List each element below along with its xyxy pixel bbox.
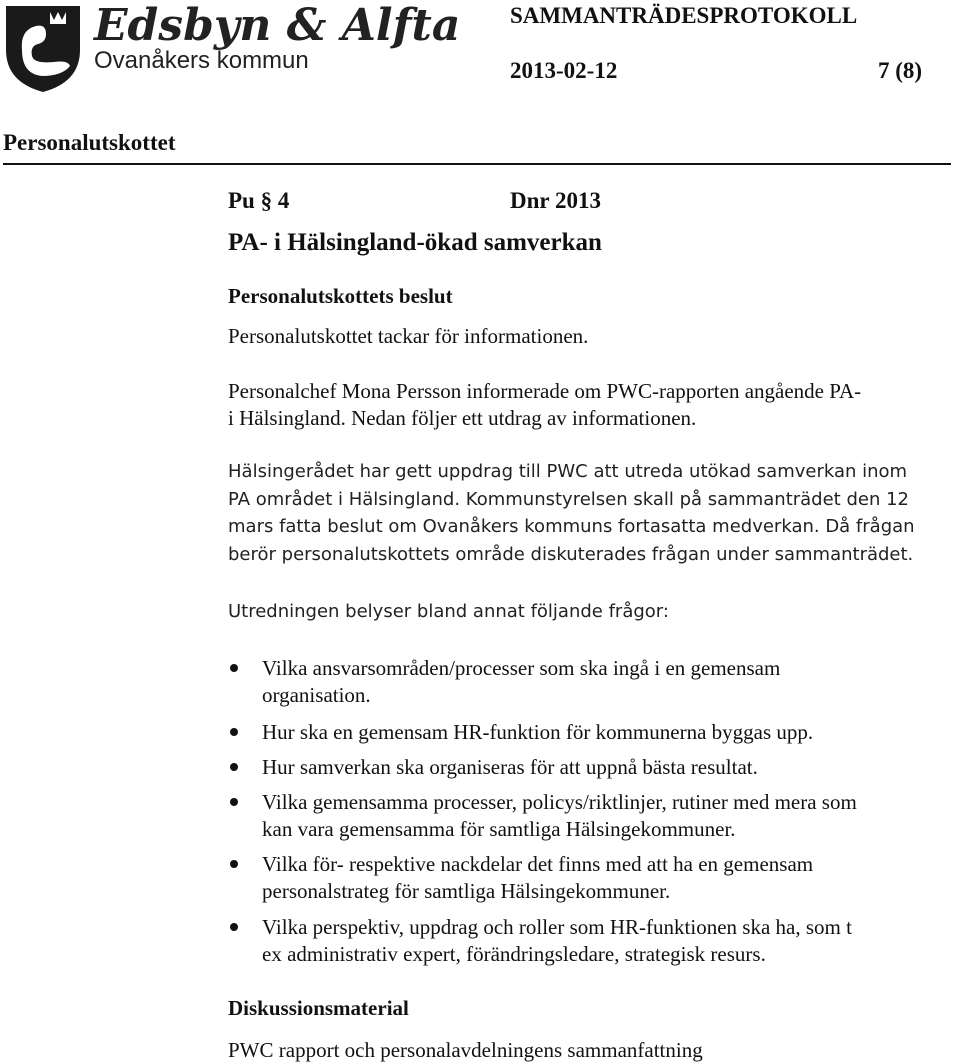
header-divider [3,163,951,165]
list-item: Vilka gemensamma processer, policys/riktlinjer, rutiner med mera som kan vara gemensamma för samtliga Hälsingekommuner. [262,789,962,842]
list-item: Vilka perspektiv, uppdrag och roller som HR-funktionen ska ha, som t ex administrativ expert, förändringsledare, strategisk resurs. [262,914,962,967]
list-item: Vilka för- respektive nackdelar det finns med att ha en gemensam personalstrateg för samtliga Hälsingekommuner. [262,851,962,904]
bullet-icon [230,860,238,868]
decision-text: Personalutskottet tackar för informationen. [228,324,589,348]
questions-intro: Utredningen belyser bland annat följande frågor: [228,601,669,622]
svg-text:Edsbyn & Alfta: Edsbyn & Alfta [94,0,461,51]
crest-icon [6,6,80,92]
item-title: PA- i Hälsingland-ökad samverkan [228,229,602,256]
bullet-icon [230,798,238,806]
background-line: mars fatta beslut om Ovanåkers kommuns fortasatta medverkan. Då frågan [228,516,915,537]
discussion-heading: Diskussionsmaterial [228,996,409,1020]
bullet-icon [230,923,238,931]
intro-paragraph [228,378,958,431]
bullet-icon [230,763,238,771]
background-line: Hälsingerådet har gett uppdrag till PWC att utreda utökad samverkan inom [228,461,908,482]
intro-line: Personalchef Mona Persson informerade om PWC-rapporten angående PA- [228,379,862,403]
meeting-date: 2013-02-12 [510,58,618,83]
discussion-text: PWC rapport och personalavdelningens sammanfattning [228,1038,703,1062]
committee-name: Personalutskottet [3,130,176,155]
background-paragraph [228,458,958,568]
page-number: 7 (8) [878,58,923,83]
background-line: PA området i Hälsingland. Kommunstyrelsen skall på sammanträdet den 12 [228,488,909,510]
svg-text:Ovanåkers kommun: Ovanåkers kommun [94,47,309,74]
municipality-logo [2,0,461,95]
intro-line: i Hälsingland. Nedan följer ett utdrag av informationen. [228,405,697,430]
background-line: berör personalutskottets område diskuterades frågan under sammanträdet. [228,543,914,565]
bullet-icon [230,728,238,736]
list-item: Vilka ansvarsområden/processer som ska ingå i en gemensam organisation. [262,655,962,708]
bullet-icon [230,664,238,672]
item-dnr: Dnr 2013 [510,188,601,213]
decision-heading: Personalutskottets beslut [228,284,453,308]
list-item: Hur ska en gemensam HR-funktion för kommunerna byggas upp. [262,719,962,746]
item-number: Pu § 4 [228,188,290,213]
document-type: SAMMANTRÄDESPROTOKOLL [510,3,858,28]
list-item: Hur samverkan ska organiseras för att uppnå bästa resultat. [262,754,962,781]
